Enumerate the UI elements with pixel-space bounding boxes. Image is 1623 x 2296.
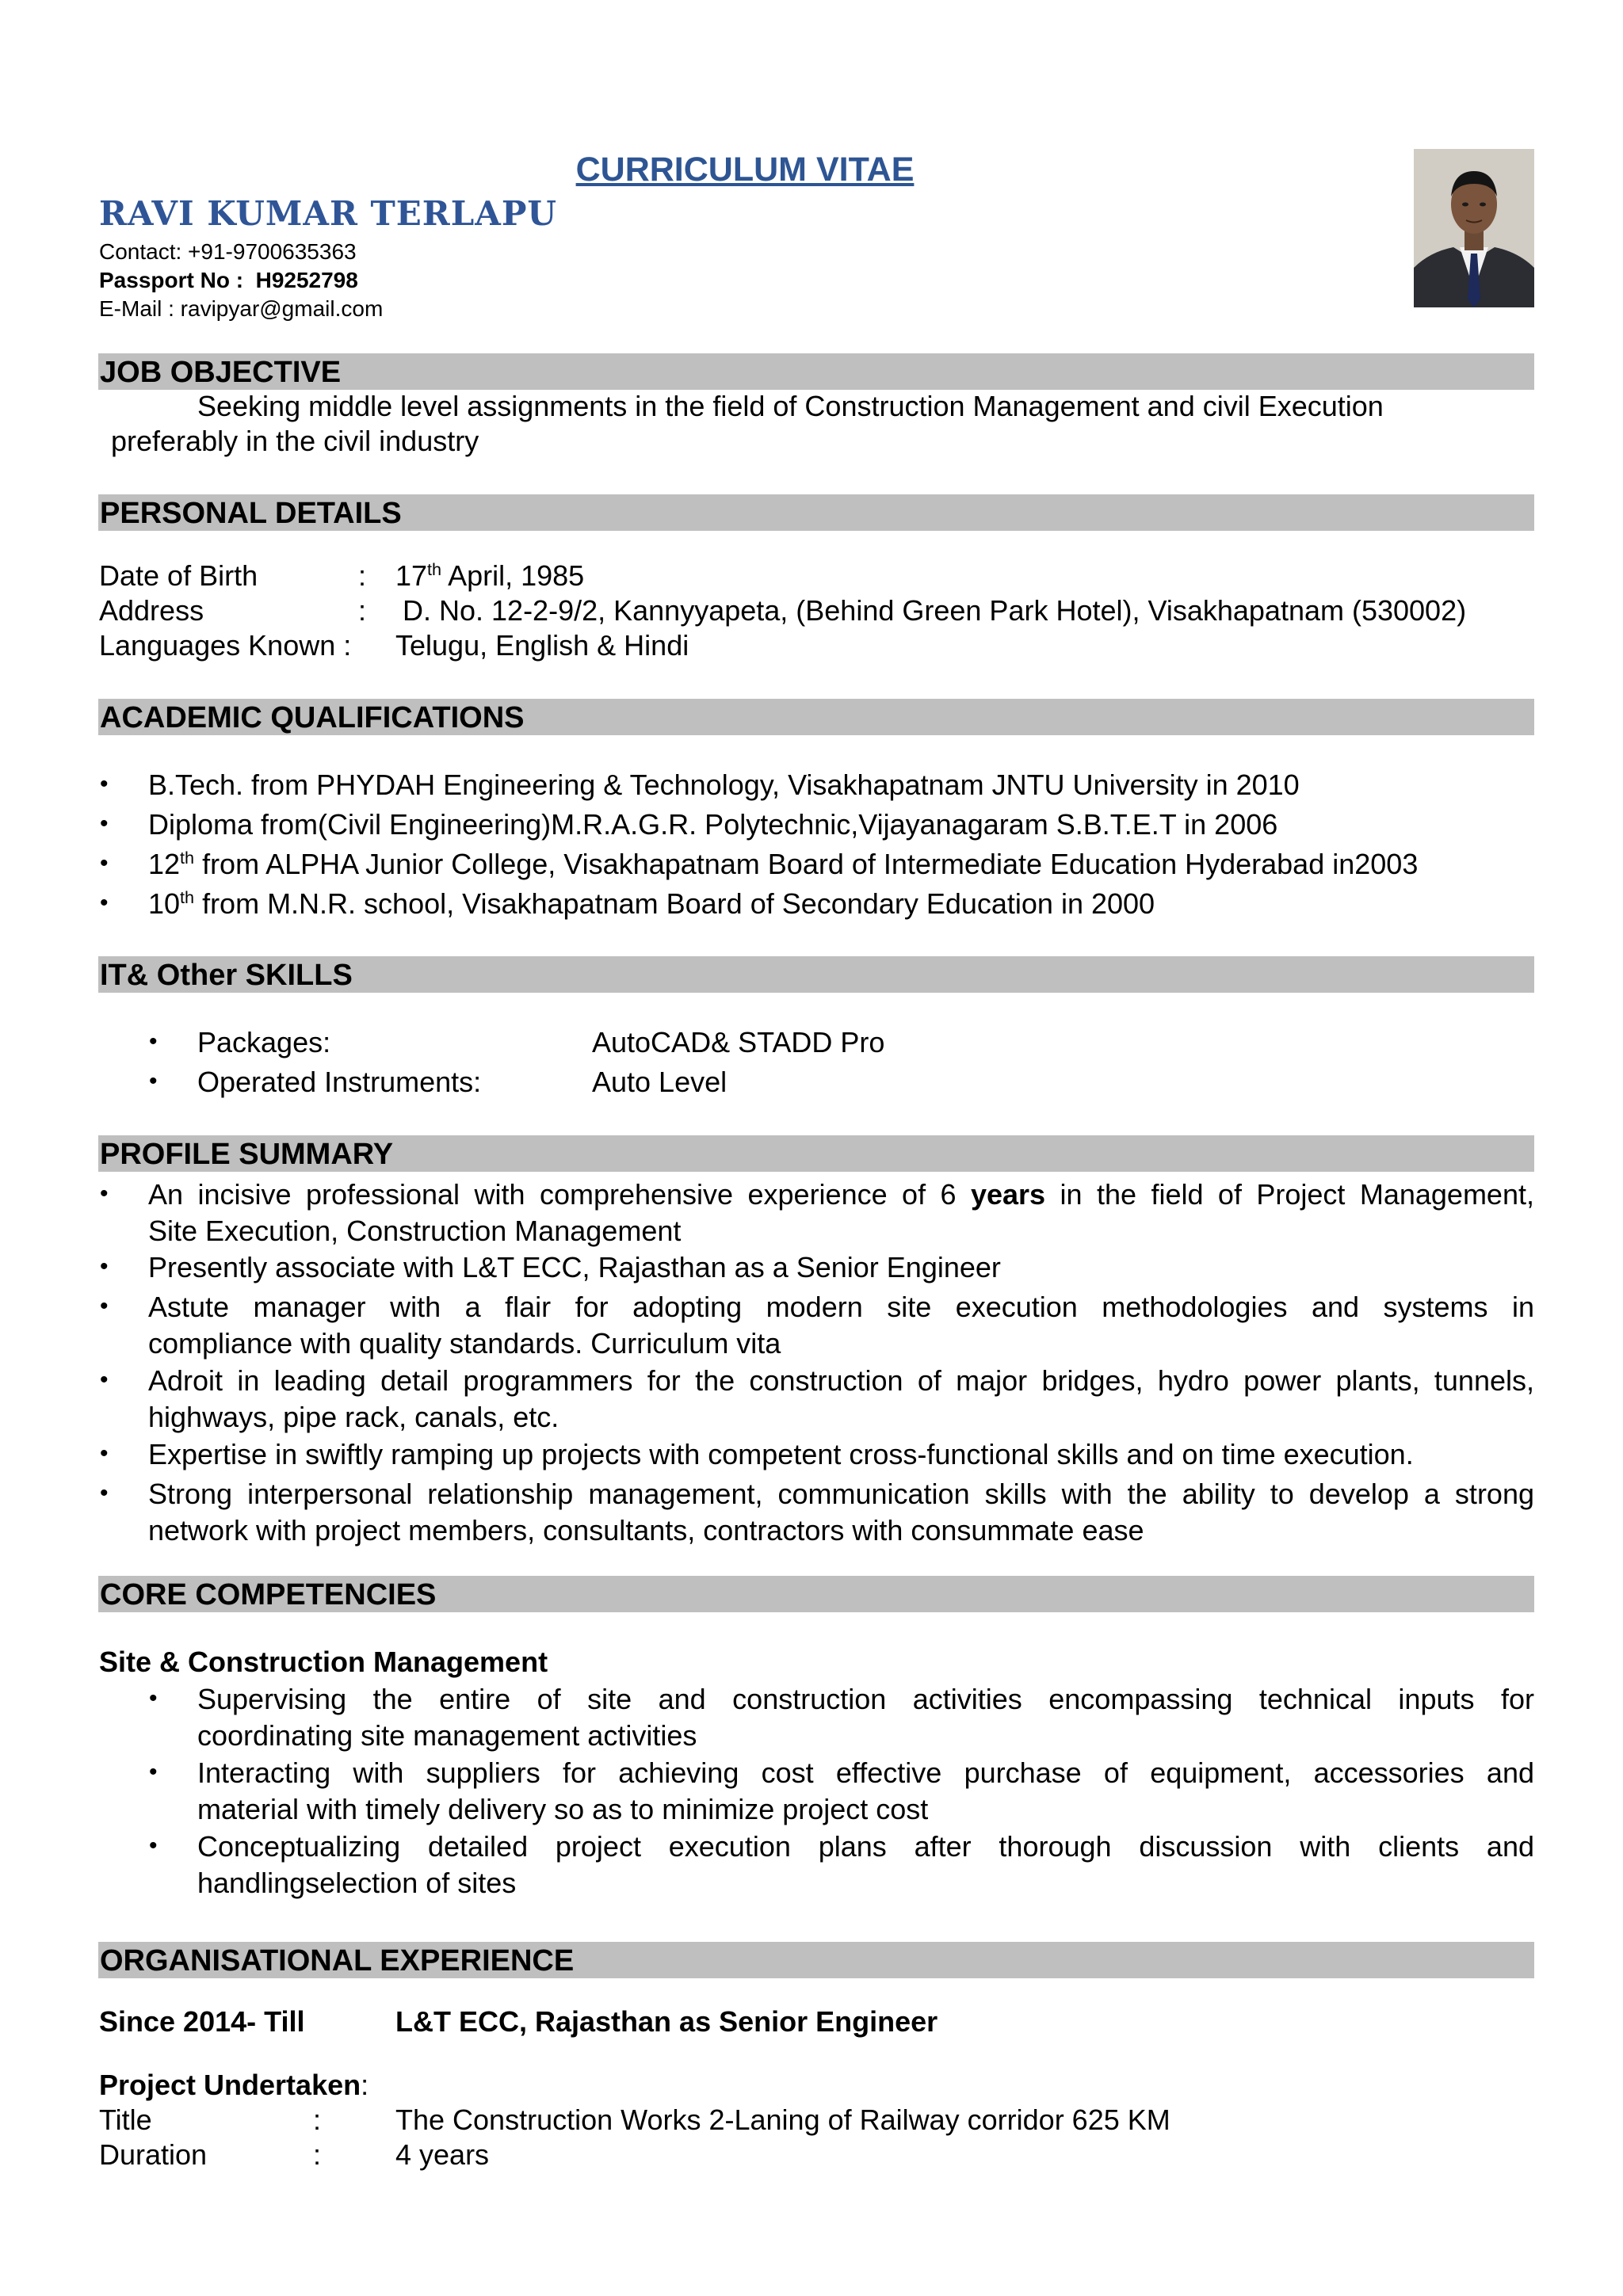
project-duration-colon: : (313, 2138, 322, 2171)
email-line[interactable]: E-Mail : ravipyar@gmail.com (99, 296, 384, 321)
section-academic: ACADEMIC QUALIFICATIONS (98, 699, 1534, 735)
skill-value: Auto Level (592, 1066, 727, 1098)
bullet-icon: • (100, 1367, 109, 1393)
section-organisational-experience: ORGANISATIONAL EXPERIENCE (98, 1942, 1534, 1978)
languages-value: Telugu, English & Hindi (395, 629, 689, 662)
profile-item: Expertise in swiftly ramping up projects with competent cross-functional skills and on time execution. (148, 1438, 1414, 1470)
bullet-icon: • (149, 1759, 158, 1785)
section-profile-summary: PROFILE SUMMARY (98, 1135, 1534, 1172)
project-duration-label: Duration (99, 2138, 208, 2171)
job-objective-line-1: Seeking middle level assignments in the field of Construction Management and civil Execution (197, 390, 1384, 422)
job-objective-line-2: preferably in the civil industry (111, 425, 479, 457)
address-value: D. No. 12-2-9/2, Kannyyapeta, (Behind Green Park Hotel), Visakhapatnam (530002) (403, 594, 1467, 627)
section-job-objective: JOB OBJECTIVE (98, 353, 1534, 390)
address-colon: : (358, 594, 367, 627)
project-title-label: Title (99, 2103, 152, 2136)
contact-line: Contact: +91-9700635363 (99, 239, 357, 264)
project-duration-value: 4 years (395, 2138, 490, 2171)
core-item-cont: material with timely delivery so as to minimize project cost (197, 1793, 929, 1825)
dob-value: 17th April, 1985 (395, 559, 585, 592)
document-title: CURRICULUM VITAE (575, 151, 915, 189)
portrait-image (1414, 149, 1534, 307)
passport-number: H9252798 (255, 268, 358, 292)
passport-line (99, 268, 358, 293)
passport-label: Passport No : (99, 268, 244, 292)
bullet-icon: • (149, 1068, 158, 1094)
profile-item-cont: network with project members, consultants, contractors with consummate ease (148, 1514, 1144, 1547)
section-skills: IT& Other SKILLS (98, 956, 1534, 993)
bullet-icon: • (100, 1180, 109, 1207)
core-item: Supervising the entire of site and construction activities encompassing technical inputs for (197, 1683, 1534, 1715)
candidate-name: RAVI KUMAR TERLAPU (99, 194, 558, 233)
bullet-icon: • (100, 1293, 109, 1319)
core-item-cont: handlingselection of sites (197, 1867, 517, 1899)
profile-photo (1414, 149, 1534, 307)
profile-item: An incisive professional with comprehensive experience of 6 years in the field of Project Management, (148, 1178, 1534, 1211)
profile-item-cont: highways, pipe rack, canals, etc. (148, 1401, 559, 1433)
experience-period: Since 2014- Till (99, 2005, 305, 2038)
core-item: Conceptualizing detailed project execution plans after thorough discussion with clients and (197, 1830, 1534, 1863)
profile-item: Astute manager with a flair for adopting modern site execution methodologies and systems in (148, 1291, 1534, 1323)
languages-label: Languages Known : (99, 629, 352, 662)
core-item: Interacting with suppliers for achieving cost effective purchase of equipment, accessories and (197, 1756, 1534, 1789)
section-core-competencies: CORE COMPETENCIES (98, 1576, 1534, 1612)
project-title-colon: : (313, 2103, 322, 2136)
bullet-icon: • (100, 771, 109, 797)
academic-item: B.Tech. from PHYDAH Engineering & Technology, Visakhapatnam JNTU University in 2010 (148, 769, 1300, 801)
dob-colon: : (358, 559, 367, 592)
profile-item: Adroit in leading detail programmers for the construction of major bridges, hydro power plants, tunnels, (148, 1364, 1534, 1397)
bullet-icon: • (100, 1253, 109, 1280)
project-title-value: The Construction Works 2-Laning of Railway corridor 625 KM (395, 2103, 1170, 2136)
skill-label: Packages: (197, 1026, 331, 1058)
skill-label: Operated Instruments: (197, 1066, 482, 1098)
dob-label: Date of Birth (99, 559, 258, 592)
experience-role: L&T ECC, Rajasthan as Senior Engineer (395, 2005, 938, 2038)
bullet-icon: • (100, 1480, 109, 1506)
bullet-icon: • (100, 850, 109, 876)
address-label: Address (99, 594, 204, 627)
skill-value: AutoCAD& STADD Pro (592, 1026, 885, 1058)
bullet-icon: • (100, 1440, 109, 1466)
academic-item: Diploma from(Civil Engineering)M.R.A.G.R. Polytechnic,Vijayanagaram S.B.T.E.T in 2006 (148, 808, 1278, 841)
bullet-icon: • (100, 890, 109, 916)
profile-item-cont: Site Execution, Construction Management (148, 1215, 682, 1247)
profile-item-cont: compliance with quality standards. Curriculum vita (148, 1327, 781, 1360)
academic-item: 10th from M.N.R. school, Visakhapatnam Board of Secondary Education in 2000 (148, 887, 1155, 920)
core-subheading: Site & Construction Management (99, 1646, 548, 1678)
bullet-icon: • (100, 810, 109, 837)
academic-item: 12th from ALPHA Junior College, Visakhapatnam Board of Intermediate Education Hyderabad in2003 (148, 848, 1419, 880)
section-personal-details: PERSONAL DETAILS (98, 494, 1534, 531)
bullet-icon: • (149, 1028, 158, 1055)
profile-item: Presently associate with L&T ECC, Rajasthan as a Senior Engineer (148, 1251, 1001, 1283)
core-item-cont: coordinating site management activities (197, 1719, 697, 1752)
profile-item: Strong interpersonal relationship management, communication skills with the ability to develop a strong (148, 1478, 1534, 1510)
bullet-icon: • (149, 1685, 158, 1711)
bullet-icon: • (149, 1833, 158, 1859)
project-heading: Project Undertaken: (99, 2069, 369, 2101)
